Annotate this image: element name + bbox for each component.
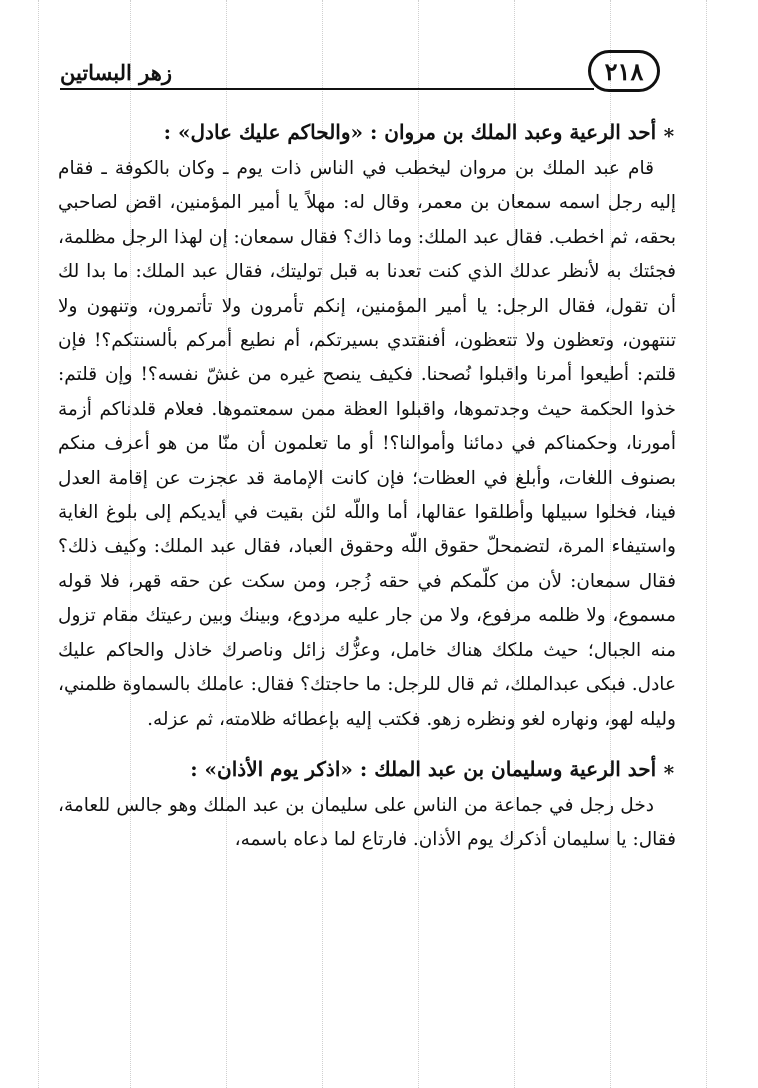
star-icon: ∗ — [662, 120, 676, 144]
header-rule — [60, 88, 594, 90]
page-header — [60, 50, 660, 98]
section-heading — [58, 112, 676, 152]
section-paragraph: دخل رجل في جماعة من الناس على سليمان بن عبد الملك وهو جالس للعامة، فقال: يا سليمان أذكرك يوم الأذان. فارتاع لما دعاه باسمه، — [58, 794, 676, 851]
book-title: زهر البساتين — [60, 60, 172, 85]
section-heading — [58, 749, 676, 789]
section-gap — [58, 737, 676, 749]
page-content — [58, 112, 676, 858]
grid-line — [38, 0, 39, 1088]
star-icon: ∗ — [662, 756, 676, 781]
section-paragraph: قام عبد الملك بن مروان ليخطب في الناس ذات يوم ـ وكان بالكوفة ـ فقام إليه رجل اسمه سمعان بن معمر، وقال له: مهلاً يا أمير المؤمنين، اقض لصاحبي بحقه، ثم اخطب. فقال عبد الملك: وما ذاك؟ فقال سمعان: إن لهذا الرجل مظلمة، فجئتك به لأنظر عدلك الذي كنت تعدنا به قبل توليتك، فقال عبد الملك: ما بدا لك أن تقول، فقال الرجل: يا أمير المؤمنين، إنكم تأمرون ولا تأتمرون، وتنهون ولا تنتهون، وتعظون ولا تتعظون، أفنقتدي بسيرتكم، أم نطيع أمركم بألسنتكم؟! فإن قلتم: أطيعوا أمرنا واقبلوا نُصحنا. فكيف ينصح غيره من غشّ نفسه؟! وإن قلتم: خذوا الحكمة حيث وجدتموها، واقبلوا العظة ممن سمعتموها. فعلام قلدناكم أزمة أمورنا، وحكمناكم في دمائنا وأموالنا؟! أو ما تعلمون أن منّا من هو أعرف منكم بصنوف اللغات، وأبلغ في العظات؛ فإن كانت الإمامة قد عجزت عن إقامة العدل فينا، فخلوا سبيلها وأطلقوا عقالها، أما واللّه لئن بقيت في أيديكم إلى بلوغ الغاية واستيفاء المرة، لتضمحلّ حقوق اللّه وحقوق العباد، فقال عبد الملك: وكيف ذلك؟ فقال سمعان: لأن من كلّمكم في حقه زُجر، ومن سكت عن حقه قهر، فلا قوله مسموع، ولا ظلمه مرفوع، ولا من جار عليه مردوع، وبينك وبين رعيتك مقام تزول منه الجبال؛ حيث ملكك هناك خامل، وعزُّك زائل وناصرك خاذل والحاكم عليك عادل. فبكى عبدالملك، ثم قال للرجل: ما حاجتك؟ فقال: عاملك بالسماوة ظلمني، وليله لهو، ونهاره لغو ونظره زهو. فكتب إليه بإعطائه ظلامته، ثم عزله. — [58, 158, 676, 730]
section-heading-text: أحد الرعية وسليمان بن عبد الملك : «اذكر يوم الأذان» : — [190, 756, 657, 781]
grid-line — [706, 0, 707, 1088]
page-number: ٢١٨ — [588, 50, 660, 92]
section-heading-text: أحد الرعية وعبد الملك بن مروان : «والحاكم عليك عادل» : — [163, 120, 657, 144]
